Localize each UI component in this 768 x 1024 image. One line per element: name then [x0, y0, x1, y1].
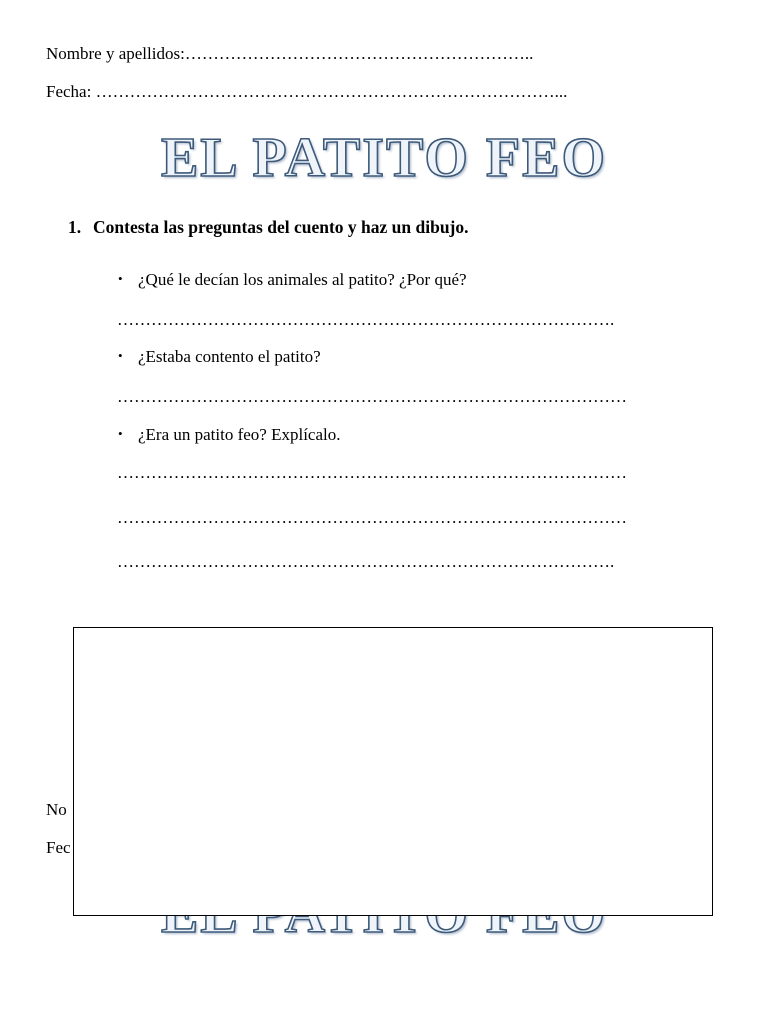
exercise-heading: [68, 217, 469, 238]
question-1-text: ¿Qué le decían los animales al patito? ¿Por qué?: [138, 270, 467, 289]
answer-line-3[interactable]: ………………………………………………………………………………: [117, 463, 627, 482]
answer-line-4[interactable]: ………………………………………………………………………………: [117, 508, 627, 527]
drawing-box[interactable]: [73, 627, 713, 916]
exercise-instruction: Contesta las preguntas del cuento y haz un dibujo.: [93, 217, 469, 237]
question-2-text: ¿Estaba contento el patito?: [138, 347, 321, 366]
date-answer-dots[interactable]: : ………………………………………………………………………...: [86, 82, 568, 101]
name-answer-dots[interactable]: ……………………………………………………..: [184, 44, 534, 63]
date-line: [46, 82, 567, 102]
question-2: [118, 347, 321, 367]
title-fragment: [0, 918, 768, 944]
bullet-icon: •: [118, 271, 123, 286]
name-label: Nombre y apellidos:: [46, 44, 185, 63]
name-label-fragment: No: [46, 800, 67, 819]
bullet-icon: •: [118, 426, 123, 441]
question-3-text: ¿Era un patito feo? Explícalo.: [138, 425, 341, 444]
answer-line-2[interactable]: ………………………………………………………………………………: [117, 387, 627, 406]
question-3: [118, 425, 341, 445]
date-label: Fecha: [46, 82, 87, 101]
exercise-number: 1.: [68, 217, 82, 237]
name-line: [46, 44, 533, 64]
bullet-icon: •: [118, 348, 123, 363]
answer-line-1[interactable]: …………………………………………………………………………….: [117, 310, 615, 329]
question-1: [118, 270, 467, 290]
date-label-fragment: Fec: [46, 838, 71, 857]
answer-line-5[interactable]: …………………………………………………………………………….: [117, 552, 615, 571]
page-title: EL PATITO FEO: [160, 127, 608, 189]
